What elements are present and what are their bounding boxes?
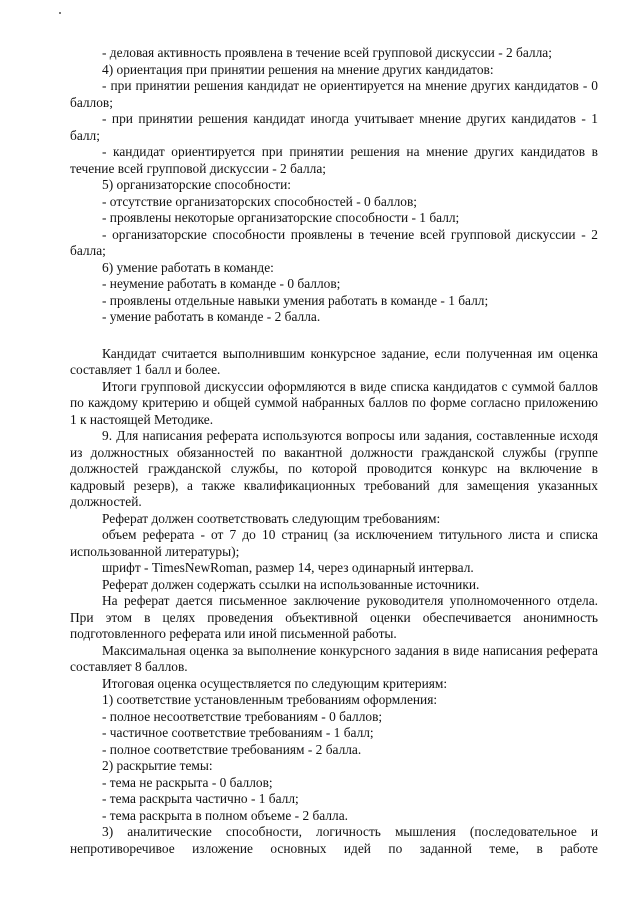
paragraph: - неумение работать в команде - 0 баллов; [102, 276, 341, 291]
paragraph: - частичное соответствие требованиям - 1 балл; [102, 725, 374, 740]
paragraph: объем реферата - от 7 до 10 страниц (за исключением титульного листа и списка использованной литературы); [70, 527, 598, 559]
paragraph: 2) раскрытие темы: [102, 758, 213, 773]
paragraph: - умение работать в команде - 2 балла. [102, 309, 321, 324]
paragraph: 5) организаторские способности: [102, 177, 291, 192]
paragraph: На реферат дается письменное заключение руководителя уполномоченного отдела. При этом в целях проведения объективной оценки обеспечивается анонимность подготовленного реферата или иной письменной работы. [70, 593, 598, 641]
paragraph: - тема раскрыта частично - 1 балл; [102, 791, 299, 806]
paragraph: 1) соответствие установленным требованиям оформления: [102, 692, 438, 707]
paragraph: Максимальная оценка за выполнение конкурсного задания в виде написания реферата составляет 8 баллов. [70, 642, 598, 674]
paragraph: Реферат должен содержать ссылки на использованные источники. [102, 576, 480, 592]
paragraph: - тема раскрыта в полном объеме - 2 балла. [102, 807, 349, 823]
paragraph: - полное несоответствие требованиям - 0 баллов; [102, 708, 383, 724]
paragraph: - полное соответствие требованиям - 2 балла. [102, 741, 362, 757]
scan-speck [59, 12, 61, 14]
paragraph: 6) умение работать в команде: [102, 259, 274, 275]
paragraph: - тема не раскрыта - 0 баллов; [102, 774, 273, 790]
paragraph: шрифт - TimesNewRoman, размер 14, через одинарный интервал. [102, 560, 474, 575]
paragraph: Кандидат считается выполнившим конкурсное задание, если полученная им оценка составляет 1 балл и более. [70, 345, 598, 377]
paragraph: - отсутствие организаторских способностей - 0 баллов; [102, 193, 418, 209]
paragraph: - при принятии решения кандидат не ориентируется на мнение других кандидатов - 0 баллов; [70, 78, 598, 110]
paragraph: Итоги групповой дискуссии оформляются в виде списка кандидатов с суммой баллов по каждому критерию и общей суммой набранных баллов по форме согласно приложению 1 к настоящей Методике. [70, 378, 598, 427]
spacer [70, 326, 598, 346]
paragraph: 3) аналитические способности, логичность мышления (последовательное и непротиворечивое изложение основных идей по заданной теме, в работе [70, 824, 598, 856]
paragraph: 9. Для написания реферата используются вопросы или задания, составленные исходя из должностных обязанностей по вакантной должности гражданской службы (группе должностей гражданской службы, по которой проводится конкурс на включение в кадровый резерв), а также квалификационных требований для замещения указанных должностей. [70, 428, 598, 509]
paragraph: - проявлены отдельные навыки умения работать в команде - 1 балл; [102, 292, 489, 308]
paragraph: - кандидат ориентируется при принятии решения на мнение других кандидатов в течение всей групповой дискуссии - 2 балла; [70, 144, 598, 176]
paragraph: - деловая активность проявлена в течение всей групповой дискуссии - 2 балла; [102, 45, 552, 60]
paragraph: - при принятии решения кандидат иногда учитывает мнение других кандидатов - 1 балл; [70, 111, 598, 143]
paragraph: 4) ориентация при принятии решения на мнение других кандидатов: [102, 61, 494, 77]
paragraph: - проявлены некоторые организаторские способности - 1 балл; [102, 210, 460, 225]
document-body [70, 45, 598, 857]
paragraph: - организаторские способности проявлены в течение всей групповой дискуссии - 2 балла; [70, 226, 598, 258]
paragraph: Итоговая оценка осуществляется по следующим критериям: [102, 675, 448, 691]
paragraph: Реферат должен соответствовать следующим требованиям: [102, 510, 441, 526]
